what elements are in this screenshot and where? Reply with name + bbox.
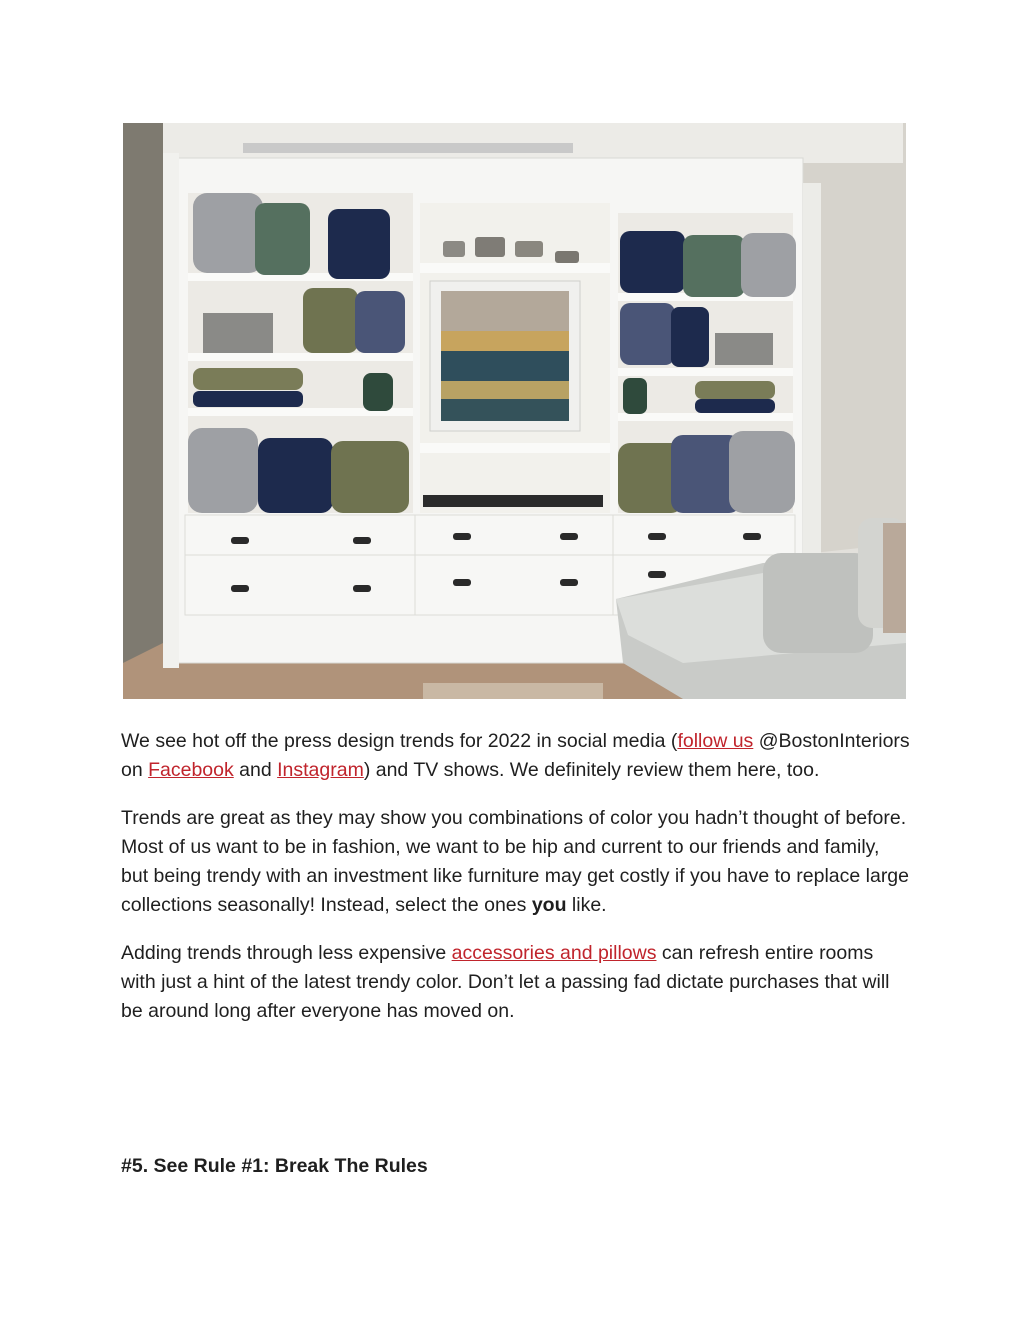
accessories-and-pillows-link[interactable]: accessories and pillows	[451, 942, 657, 964]
follow-us-link[interactable]: follow us	[677, 730, 754, 752]
text-span: @BostonInteriors on	[121, 730, 910, 781]
facebook-link[interactable]: Facebook	[148, 759, 234, 781]
article-body	[121, 727, 911, 1045]
instagram-link[interactable]: Instagram	[277, 759, 364, 781]
text-span: can refresh entire rooms with just a hint of the latest trendy color. Don’t let a passing fad dictate purchases that will be around long after everyone has moved on.	[121, 942, 890, 1022]
emphasis-you: you	[531, 894, 567, 916]
text-span: like.	[566, 894, 607, 916]
hero-photo-built-in-shelving	[123, 123, 906, 699]
text-span: and	[233, 759, 278, 781]
text-span: Trends are great as they may show you combinations of color you hadn’t thought of before. Most of us want to be in fashion, we want to be hip and current to our friends and family, but being trendy with an investment like furniture may get costly if you have to replace large collections seasonally! Instead, select the ones	[121, 807, 909, 916]
paragraph-social-media	[121, 727, 911, 785]
text-span: We see hot off the press design trends for 2022 in social media (	[121, 730, 678, 752]
text-span: Adding trends through less expensive	[121, 942, 452, 964]
section-heading: #5. See Rule #1: Break The Rules	[121, 1155, 428, 1177]
paragraph-trends	[121, 804, 911, 920]
text-span: ) and TV shows. We definitely review them here, too.	[363, 759, 820, 781]
paragraph-accessories	[121, 939, 911, 1026]
